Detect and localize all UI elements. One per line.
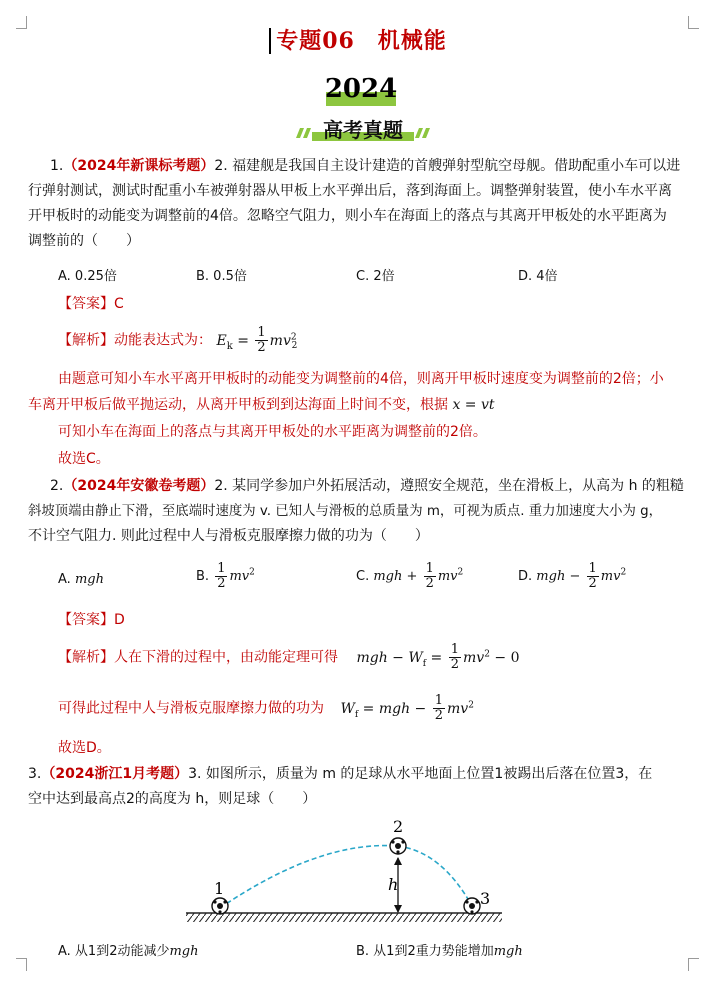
q2-option-a: A. mgh: [58, 572, 104, 587]
banner-text: 高考真题: [323, 118, 403, 142]
q3-option-b: B. 从1到2重力势能增加mgh: [356, 944, 523, 959]
q2-number: 2.: [50, 478, 64, 494]
q2-work-formula: $W_f$ = mgh − $\frac{1}{2}$ $mv^2$: [340, 693, 474, 723]
q2-analysis-tag: 【解析】: [58, 649, 114, 666]
height-arrow-up: [394, 857, 402, 865]
ball-position-2: [390, 838, 406, 854]
q2-source: （2024年安徽卷考题）: [63, 478, 215, 494]
label-height-h: h: [388, 875, 399, 894]
height-arrow-down: [394, 905, 402, 913]
ball-position-3: [464, 898, 480, 914]
q2-answer: [58, 609, 125, 629]
q1-option-d: D. 4倍: [518, 269, 558, 284]
q1-conclusion: 故选C。: [58, 451, 110, 467]
q1-text-line3: 开甲板时的动能变为调整前的4倍。忽略空气阻力，则小车在海面上的落点与其离开甲板处的水平距离为: [28, 208, 667, 224]
q2-text-line1: 2. 某同学参加户外拓展活动，遵照安全规范，坐在滑板上，从高为 h 的粗糙: [214, 478, 684, 494]
ball-position-1: [212, 898, 228, 914]
q1-analysis-line2: 由题意可知小车水平离开甲板时的动能变为调整前的4倍，则离开甲板时速度变为调整前的2倍；小: [58, 371, 664, 387]
crop-mark-bottom-left: [16, 958, 27, 971]
q1-x-vt-formula: x = vt: [452, 397, 495, 413]
q3-text-line2: 空中达到最高点2的高度为 h，则足球（ ）: [28, 791, 317, 807]
q1-analysis-tag: 【解析】: [58, 332, 114, 349]
q1-answer-tag: 【答案】: [58, 296, 114, 312]
q1-text-line4: 调整前的（ ）: [28, 233, 140, 249]
crop-mark-bottom-right: [688, 958, 699, 971]
q1-source: （2024年新课标考题）: [63, 158, 215, 174]
label-position-3: 3: [480, 889, 491, 908]
q2-analysis-line1: [58, 643, 519, 672]
q1-stem: [28, 154, 696, 254]
q3-source: （2024浙江1月考题）: [41, 766, 189, 782]
q1-text-line1: 2. 福建舰是我国自主设计建造的首艘弹射型航空母舰。借助配重小车可以进: [214, 158, 681, 174]
q1-answer: [58, 293, 124, 313]
year-label: 2024: [324, 74, 398, 104]
q3-trajectory-figure: [180, 812, 510, 930]
q2-answer-value: D: [114, 612, 125, 628]
q1-analysis-line1: [58, 326, 297, 355]
q2-option-d: D. mgh − $\frac{1}{2}$ $mv^2$: [518, 561, 627, 591]
q2-text-line3: 不计空气阻力. 则此过程中人与滑板克服摩擦力做的功为（ ）: [28, 528, 429, 544]
q2-analysis-text1: 人在下滑的过程中，由动能定理可得: [114, 649, 338, 666]
q1-option-a: A. 0.25倍: [58, 269, 117, 284]
q2-analysis-line2: 可得此过程中人与滑板克服摩擦力做的功为 $W_f$ = mgh − $\frac{1}{2}$ $mv^2$: [58, 693, 474, 723]
q1-analysis-line3: 车离开甲板后做平抛运动，从离开甲板到到达海面上时间不变，根据 x = vt: [28, 397, 495, 413]
q1-ek-formula: $E_k$ = $\frac{1}{2}$ $mv^2_2$: [216, 325, 298, 355]
q2-text-line2: 斜坡顶端由静止下滑，至底端时速度为 v. 已知人与滑板的总质量为 m，可视为质点. 重力加速度大小为 g，: [28, 504, 663, 519]
page-title: 专题06 机械能: [276, 28, 447, 54]
q2-stem: [28, 474, 696, 549]
q2-option-b: B. $\frac{1}{2}$ $mv^2$: [196, 561, 255, 591]
trajectory-path: [220, 846, 472, 908]
q2-option-c: C. mgh + $\frac{1}{2}$ $mv^2$: [356, 561, 464, 591]
q3-number: 3.: [28, 766, 42, 782]
q2-conclusion: 故选D。: [58, 740, 111, 756]
q1-option-c: C. 2倍: [356, 269, 395, 284]
label-position-1: 1: [214, 879, 225, 898]
q1-option-b: B. 0.5倍: [196, 269, 247, 284]
q1-analysis-line4: 可知小车在海面上的落点与其离开甲板处的水平距离为调整前的2倍。: [58, 424, 487, 440]
q3-text-line1: 3. 如图所示，质量为 m 的足球从水平地面上位置1被踢出后落在位置3，在: [188, 766, 653, 782]
q1-analysis-text1: 动能表达式为：: [114, 332, 212, 349]
q1-number: 1.: [50, 158, 64, 174]
q3-option-a: A. 从1到2动能减少mgh: [58, 944, 199, 959]
q1-answer-value: C: [114, 296, 124, 312]
q3-stem: [28, 762, 696, 812]
label-position-2: 2: [393, 817, 404, 836]
ground-hatch: [186, 913, 502, 922]
q1-text-line2: 行弹射测试，测试时配重小车被弹射器从甲板上水平弹出后，落到海面上。调整弹射装置，使小车水平离: [28, 183, 672, 199]
q2-energy-theorem-formula: mgh − $W_f$ = $\frac{1}{2}$ $mv^2 - 0$: [356, 642, 520, 672]
q2-answer-tag: 【答案】: [58, 612, 114, 628]
